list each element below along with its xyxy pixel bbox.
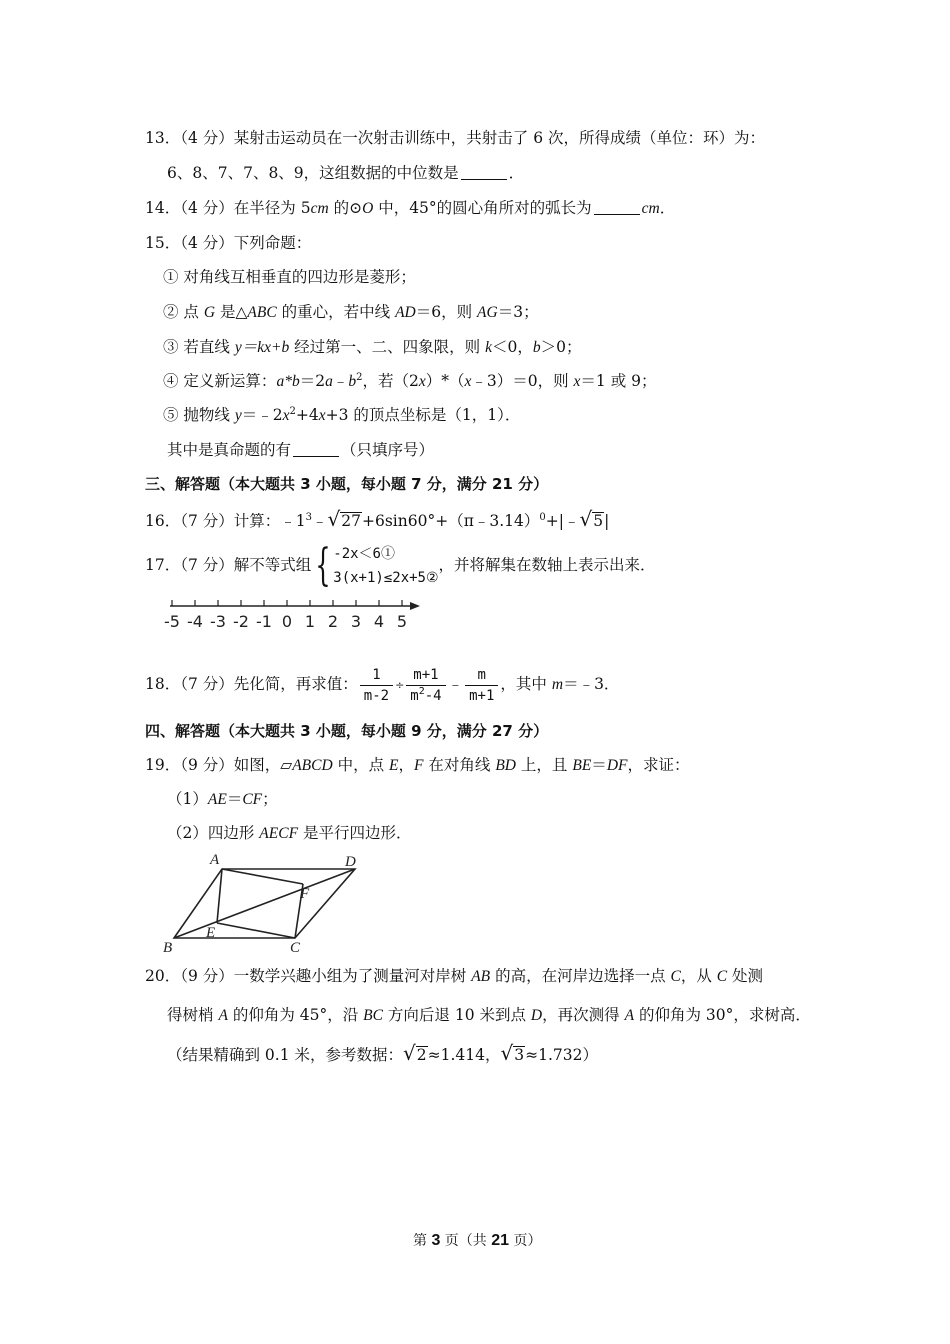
v: b bbox=[532, 339, 541, 356]
q14-line bbox=[145, 198, 675, 219]
number-line bbox=[160, 596, 435, 636]
q19-line bbox=[145, 755, 690, 776]
q15-title: 15．（4 分）下列命题： bbox=[145, 234, 312, 252]
t: 上，且 bbox=[516, 756, 573, 774]
v: m bbox=[551, 676, 564, 693]
v: b bbox=[348, 373, 357, 390]
t: ③ 若直线 bbox=[163, 338, 235, 356]
q15-answer-blank[interactable] bbox=[293, 442, 339, 457]
total-pages: 21 bbox=[491, 1232, 510, 1249]
t: +3 的顶点坐标是（1，1）． bbox=[325, 406, 521, 424]
q15-item2 bbox=[163, 302, 539, 323]
section4-heading: 四、解答题（本大题共 3 小题，每小题 9 分，满分 27 分） bbox=[145, 722, 549, 740]
label-e: E bbox=[206, 925, 216, 941]
inequality-system bbox=[333, 542, 438, 590]
segment-ae bbox=[217, 869, 222, 923]
t: ，并将解集在数轴上表示出来． bbox=[438, 556, 656, 574]
t: 19．（9 分）如图，▱ bbox=[145, 756, 293, 774]
t: ＝6，则 bbox=[415, 303, 478, 321]
t: ，其中 bbox=[500, 675, 552, 693]
inequality-1: -2x＜6① bbox=[333, 546, 395, 562]
label-c: C bbox=[290, 940, 301, 956]
t: 的仰角为 30°，求树高． bbox=[634, 1006, 811, 1024]
t: 的高，在河岸边选择一点 bbox=[490, 967, 671, 985]
v: A bbox=[218, 1007, 228, 1024]
number-line-label: -4 bbox=[187, 612, 203, 631]
q20-line1 bbox=[145, 966, 763, 987]
diagonal-bd bbox=[174, 869, 355, 938]
t: ，若（2 bbox=[362, 372, 419, 390]
t: 页） bbox=[509, 1233, 542, 1249]
t: +6sin60°+（π﹣3.14） bbox=[362, 512, 540, 530]
t: -4 bbox=[424, 687, 442, 704]
v: C bbox=[716, 968, 728, 985]
exp: 2 bbox=[289, 406, 296, 417]
sqrt-icon: √ bbox=[500, 1041, 514, 1065]
t: 18．（7 分）先化简，再求值： bbox=[145, 675, 358, 693]
q13-line1: 13．（4 分）某射击运动员在一次射击训练中，共射击了 6 次，所得成绩（单位：环）为： bbox=[145, 129, 765, 147]
numerator: 1 bbox=[360, 665, 393, 686]
exp: 0 bbox=[539, 512, 546, 523]
fraction-1 bbox=[360, 665, 393, 706]
number-line-label: 0 bbox=[281, 612, 293, 631]
number-line-label: -1 bbox=[256, 612, 272, 631]
t: ，从 bbox=[680, 967, 717, 985]
t: ， bbox=[398, 756, 414, 774]
t: ＝﹣3． bbox=[563, 675, 620, 693]
t: ）*（ bbox=[425, 372, 465, 390]
q14-unit: cm bbox=[310, 200, 329, 217]
number-line-label: 3 bbox=[350, 612, 362, 631]
v: D bbox=[530, 1007, 543, 1024]
number-line-label: 2 bbox=[327, 612, 339, 631]
t: 页（共 bbox=[440, 1233, 492, 1249]
v: AE bbox=[207, 791, 227, 808]
label-f: F bbox=[300, 886, 310, 902]
q14-answer-blank[interactable] bbox=[594, 200, 640, 215]
t: 第 bbox=[413, 1233, 432, 1249]
q16-line bbox=[145, 509, 609, 531]
t: 在对角线 bbox=[423, 756, 496, 774]
number-line-label: 5 bbox=[396, 612, 408, 631]
v: a*b bbox=[276, 373, 300, 390]
number-line-arrow bbox=[410, 602, 420, 610]
t: 是平行四边形． bbox=[298, 824, 412, 842]
q14-text-end: ． bbox=[659, 199, 676, 217]
segment-af bbox=[222, 869, 303, 884]
numerator: m+1 bbox=[406, 665, 445, 686]
q18-line bbox=[145, 660, 619, 710]
exp: 3 bbox=[305, 512, 312, 523]
q19-part1 bbox=[167, 789, 278, 810]
t: ④ 定义新运算： bbox=[163, 372, 277, 390]
radicand: 27 bbox=[341, 512, 361, 530]
q20-line3 bbox=[167, 1043, 598, 1065]
q17-line bbox=[145, 541, 656, 590]
v: y＝kx+b bbox=[234, 339, 290, 356]
brace-icon: { bbox=[315, 540, 331, 591]
parallelogram-figure bbox=[160, 848, 370, 958]
v: x bbox=[282, 407, 290, 424]
t: ② 点 bbox=[163, 303, 204, 321]
v: AECF bbox=[259, 825, 299, 842]
t: ﹣ bbox=[312, 512, 328, 530]
t: +4 bbox=[295, 406, 319, 424]
t: 的重心，若中线 bbox=[276, 303, 396, 321]
sqrt-icon: √ bbox=[403, 1041, 416, 1065]
v: BE bbox=[572, 757, 592, 774]
v: C bbox=[670, 968, 681, 985]
q15-item4 bbox=[163, 371, 657, 392]
t: ﹣ bbox=[332, 372, 349, 390]
t: ，求证： bbox=[627, 756, 690, 774]
v: DF bbox=[606, 757, 628, 774]
t: （只填序号） bbox=[341, 441, 435, 459]
t: ≈1.414， bbox=[427, 1046, 501, 1064]
sqrt-icon: √ bbox=[327, 507, 341, 531]
inequality-2: 3(x+1)≤2x+5② bbox=[333, 570, 439, 586]
q14-text: 的⊙ bbox=[328, 199, 363, 217]
t: 是△ bbox=[215, 303, 248, 321]
section3-heading: 三、解答题（本大题共 3 小题，每小题 7 分，满分 21 分） bbox=[145, 475, 549, 493]
v: y bbox=[234, 407, 242, 424]
t: ，再次测得 bbox=[542, 1006, 625, 1024]
v: CF bbox=[242, 791, 263, 808]
t: 得树梢 bbox=[167, 1006, 219, 1024]
t: 处测 bbox=[727, 967, 764, 985]
v: AD bbox=[395, 304, 416, 321]
q13-answer-blank[interactable] bbox=[461, 165, 507, 180]
t: ﹣ bbox=[447, 675, 464, 693]
q15-item3 bbox=[163, 337, 581, 358]
sqrt-icon: √ bbox=[579, 507, 593, 531]
t: ＝1 或 9； bbox=[580, 372, 657, 390]
t: ÷ bbox=[395, 679, 405, 692]
t: m bbox=[410, 687, 419, 704]
numerator: m bbox=[465, 665, 498, 686]
v: AB bbox=[471, 968, 491, 985]
denominator bbox=[406, 686, 445, 706]
t: ＝﹣2 bbox=[241, 406, 283, 424]
t: ＝ bbox=[591, 756, 607, 774]
t: ≈1.732） bbox=[525, 1046, 599, 1064]
t: ＞0； bbox=[540, 338, 582, 356]
v: x bbox=[573, 373, 581, 390]
t: ； bbox=[262, 790, 278, 808]
q19-part2 bbox=[167, 823, 411, 844]
t: ＝3； bbox=[497, 303, 539, 321]
q15-answer bbox=[167, 440, 434, 460]
q15-item5 bbox=[163, 405, 520, 426]
v: BC bbox=[363, 1007, 383, 1024]
q13-text-end: ． bbox=[508, 164, 525, 182]
v: x bbox=[318, 407, 326, 424]
t: （1） bbox=[167, 790, 208, 808]
v: G bbox=[203, 304, 216, 321]
q13-text: 6、8、7、7、8、9，这组数据的中位数是 bbox=[167, 164, 459, 182]
v: AG bbox=[477, 304, 498, 321]
v: x bbox=[464, 373, 472, 390]
q14-circle-label: O bbox=[362, 200, 374, 217]
t: 17．（7 分）解不等式组 bbox=[145, 556, 312, 574]
radicand: 2 bbox=[416, 1046, 427, 1064]
t: ＜0， bbox=[491, 338, 533, 356]
v: a bbox=[325, 373, 333, 390]
t: 16．（7 分）计算：﹣1 bbox=[145, 512, 306, 530]
q20-line2 bbox=[167, 1005, 811, 1026]
denominator: m+1 bbox=[469, 687, 495, 704]
t: ﹣3）＝0，则 bbox=[471, 372, 574, 390]
t: ⑤ 抛物线 bbox=[163, 406, 235, 424]
v: E bbox=[389, 757, 399, 774]
label-d: D bbox=[345, 854, 356, 870]
page-footer bbox=[413, 1231, 542, 1251]
t: （结果精确到 0.1 米，参考数据： bbox=[167, 1046, 404, 1064]
t: 其中是真命题的有 bbox=[167, 441, 292, 459]
label-b: B bbox=[163, 940, 173, 956]
v: BD bbox=[495, 757, 516, 774]
t: 方向后退 10 米到点 bbox=[382, 1006, 531, 1024]
label-a: A bbox=[210, 852, 220, 868]
number-line-label: -2 bbox=[233, 612, 249, 631]
radicand: 3 bbox=[514, 1046, 525, 1064]
v: F bbox=[414, 757, 424, 774]
t: 经过第一、二、四象限，则 bbox=[289, 338, 486, 356]
number-line-label: -5 bbox=[164, 612, 180, 631]
fraction-2 bbox=[406, 665, 445, 706]
t: （2）四边形 bbox=[167, 824, 260, 842]
segment-ec bbox=[217, 923, 295, 938]
exp: 2 bbox=[356, 372, 363, 383]
radicand: 5 bbox=[593, 512, 604, 530]
q14-text: 14．（4 分）在半径为 5 bbox=[145, 199, 311, 217]
q15-item1: ① 对角线互相垂直的四边形是菱形； bbox=[163, 268, 416, 286]
exp: 2 bbox=[418, 685, 425, 697]
v: k bbox=[485, 339, 492, 356]
t: ＝ bbox=[226, 790, 243, 808]
number-line-label: -3 bbox=[210, 612, 226, 631]
fraction-3 bbox=[465, 665, 498, 706]
t: ＝2 bbox=[299, 372, 326, 390]
t: 的仰角为 45°，沿 bbox=[227, 1006, 364, 1024]
number-line-label: 1 bbox=[304, 612, 316, 631]
v: x bbox=[418, 373, 426, 390]
v: ABCD bbox=[292, 757, 333, 774]
v: ABC bbox=[247, 304, 277, 321]
t: 20．（9 分）一数学兴趣小组为了测量河对岸树 bbox=[145, 967, 472, 985]
q14-text: 中，45°的圆心角所对的弧长为 bbox=[373, 199, 592, 217]
q13-line2 bbox=[167, 163, 524, 183]
page-number: 3 bbox=[431, 1232, 441, 1249]
q14-unit: cm bbox=[641, 200, 660, 217]
t: | bbox=[604, 512, 610, 530]
v: A bbox=[624, 1007, 635, 1024]
number-line-label: 4 bbox=[373, 612, 385, 631]
t: +|﹣ bbox=[545, 512, 580, 530]
t: 中，点 bbox=[332, 756, 390, 774]
denominator: m-2 bbox=[363, 687, 390, 704]
